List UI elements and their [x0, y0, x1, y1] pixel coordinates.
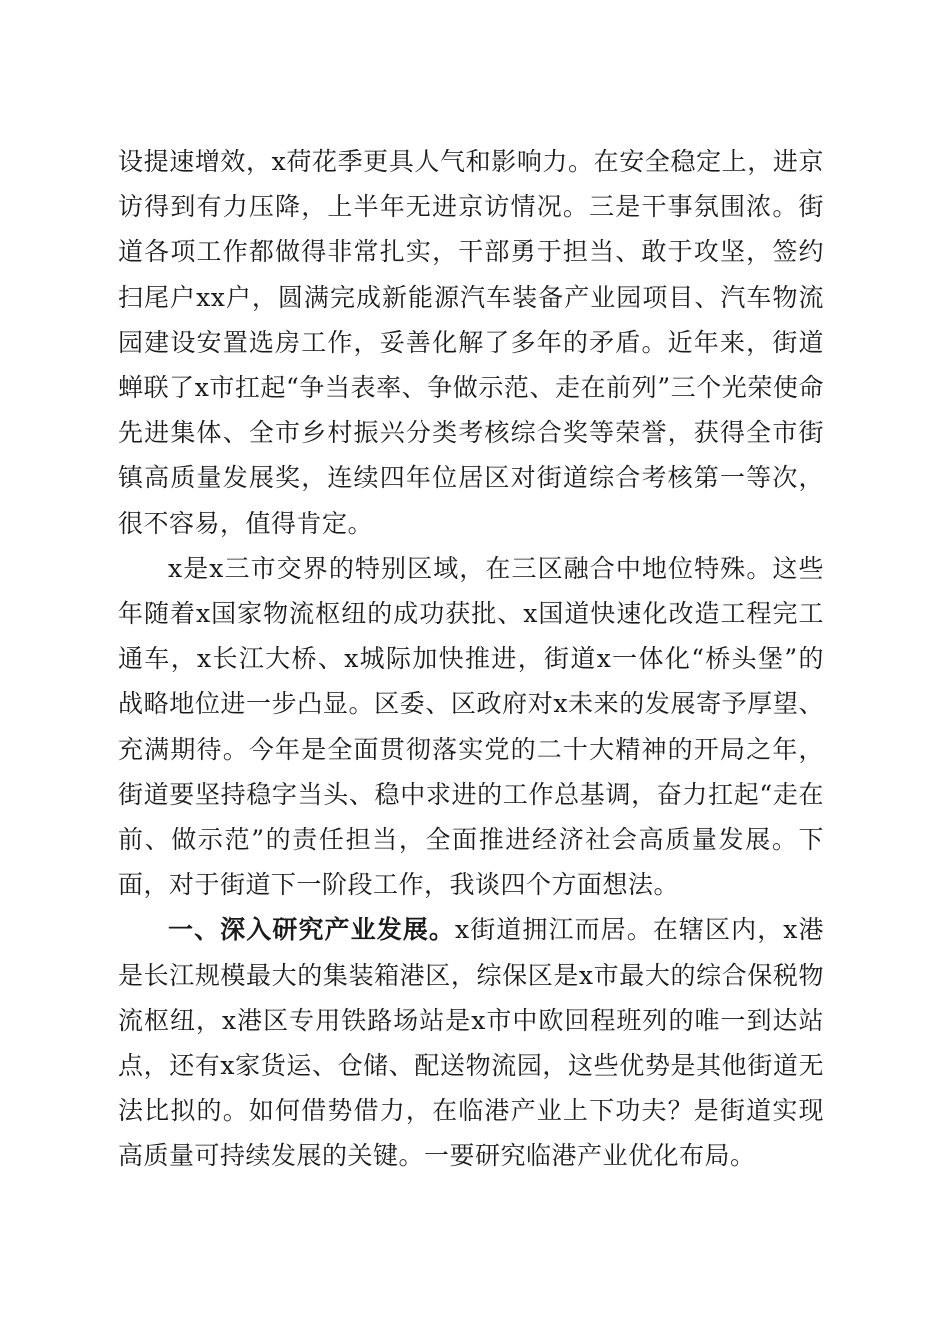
paragraph-text: x是x三市交界的特别区域，在三区融合中地位特殊。这些年随着x国家物流枢纽的成功获批、x国道快速化改造工程完工通车，x长江大桥、x城际加快推进，街道x一体化“桥头堡”的战略地位进一步凸显。区委、区政府对x未来的发展寄予厚望、充满期待。今年是全面贯彻落实党的二十大精神的开局之年，街道要坚持稳字当头、稳中求进的工作总基调，奋力扛起“走在前、做示范”的责任担当，全面推进经济社会高质量发展。下面，对于街道下一阶段工作，我谈四个方面想法。	[118, 553, 824, 900]
paragraph-strategic-position	[118, 546, 824, 908]
paragraph-industry-development	[118, 907, 824, 1178]
paragraph-text: x街道拥江而居。在辖区内，x港是长江规模最大的集装箱港区，综保区是x市最大的综合保税物流枢纽，x港区专用铁路场站是x市中欧回程班列的唯一到达站点，还有x家货运、仓储、配送物流园，这些优势是其他街道无法比拟的。如何借势借力，在临港产业上下功夫？是街道实现高质量可持续发展的关键。一要研究临港产业优化布局。	[118, 915, 824, 1171]
paragraph-text: 设提速增效，x荷花季更具人气和影响力。在安全稳定上，进京访得到有力压降，上半年无进京访情况。三是干事氛围浓。街道各项工作都做得非常扎实，干部勇于担当、敢于攻坚，签约扫尾户xx户，圆满完成新能源汽车装备产业园项目、汽车物流园建设安置选房工作，妥善化解了多年的矛盾。近年来，街道蝉联了x市扛起“争当表率、争做示范、走在前列”三个光荣使命先进集体、全市乡村振兴分类考核综合奖等荣誉，获得全市街镇高质量发展奖，连续四年位居区对街道综合考核第一等次，很不容易，值得肯定。	[118, 147, 824, 538]
paragraph-achievements	[118, 139, 824, 546]
section-heading: 一、深入研究产业发展。	[168, 915, 456, 945]
document-page	[118, 139, 824, 1179]
